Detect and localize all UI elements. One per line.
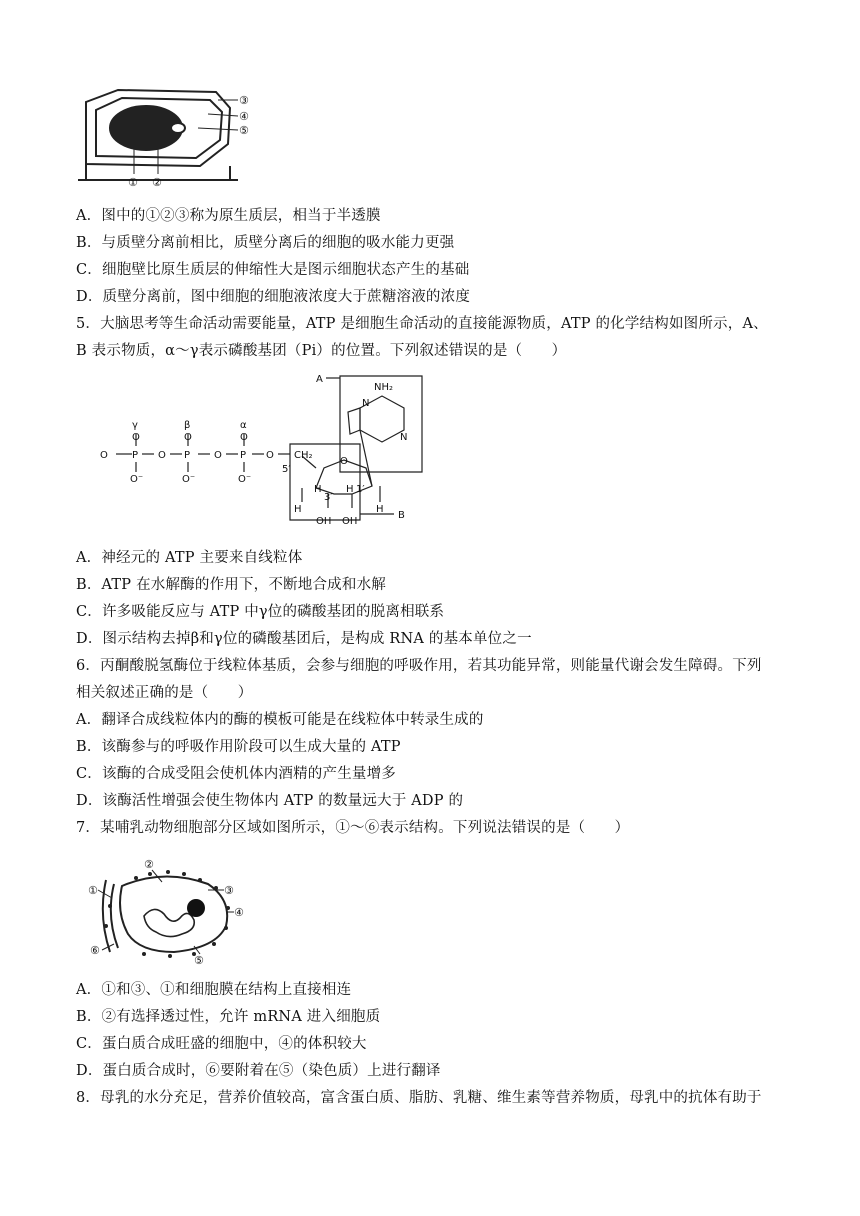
label-a: A — [316, 374, 323, 385]
label-b: B — [398, 510, 405, 521]
q8-stem-line1: 8．母乳的水分充足，营养价值较高，富含蛋白质、脂肪、乳糖、维生素等营养物质，母乳中的抗体有助于 — [76, 1090, 762, 1106]
label-2: ② — [152, 176, 162, 189]
o-bridge-3: O — [266, 450, 274, 461]
h-2: H — [346, 484, 354, 495]
o-top-alpha: O — [240, 432, 248, 443]
q6-stem-line2: 相关叙述正确的是（ ） — [76, 685, 253, 701]
q6-option-d: D．该酶活性增强会使生物体内 ATP 的数量远大于 ADP 的 — [76, 793, 464, 809]
q5-stem-line1: 5．大脑思考等生命活动需要能量，ATP 是细胞生命活动的直接能源物质，ATP 的化学结构如图所示，A、 — [76, 316, 768, 332]
q7-option-c: C．蛋白质合成旺盛的细胞中，④的体积较大 — [76, 1036, 367, 1052]
o-minus-alpha: O⁻ — [238, 474, 252, 485]
nucleus-figure — [84, 856, 264, 966]
h-1: H — [376, 504, 384, 515]
q6-stem-line1: 6．丙酮酸脱氢酶位于线粒体基质，会参与细胞的呼吸作用，若其功能异常，则能量代谢会发生障碍。下列 — [76, 658, 762, 674]
q7-option-a: A．①和③、①和细胞膜在结构上直接相连 — [76, 982, 352, 998]
o-bridge-1: O — [158, 450, 166, 461]
label-5: ⑤ — [194, 954, 204, 966]
label-5: ⑤ — [239, 124, 249, 137]
label-1: ① — [88, 884, 98, 897]
q7-stem: 7．某哺乳动物细胞部分区域如图所示，①～⑥表示结构。下列说法错误的是（ ） — [76, 820, 630, 836]
o-bridge-2: O — [214, 450, 222, 461]
label-3: ③ — [239, 94, 249, 107]
q4-option-b: B．与质壁分离前相比，质壁分离后的细胞的吸水能力更强 — [76, 235, 455, 251]
alpha-label: α — [240, 420, 247, 431]
q6-option-a: A．翻译合成线粒体内的酶的模板可能是在线粒体中转录生成的 — [76, 712, 484, 728]
c1-label: 1′ — [356, 484, 365, 495]
label-2: ② — [144, 858, 154, 871]
oh-2: OH — [342, 516, 358, 527]
q5-option-a: A．神经元的 ATP 主要来自线粒体 — [76, 550, 303, 566]
q5-stem-line2: B 表示物质，α～γ表示磷酸基团（Pi）的位置。下列叙述错误的是（ ） — [76, 343, 567, 359]
o-minus-gamma: O⁻ — [130, 474, 144, 485]
label-4: ④ — [234, 906, 244, 919]
c5-label: 5′ — [282, 464, 291, 475]
beta-label: β — [184, 420, 191, 431]
q5-option-d: D．图示结构去掉β和γ位的磷酸基团后，是构成 RNA 的基本单位之一 — [76, 631, 532, 647]
n-atom-2: N — [400, 432, 408, 443]
h-3: H — [314, 484, 322, 495]
ch2-label: CH₂ — [294, 450, 313, 461]
atp-structure-figure — [90, 368, 430, 536]
q7-option-b: B．②有选择透过性，允许 mRNA 进入细胞质 — [76, 1009, 381, 1025]
p-beta: P — [184, 450, 191, 461]
o-left: O — [100, 450, 108, 461]
p-alpha: P — [240, 450, 247, 461]
o-top-beta: O — [184, 432, 192, 443]
o-minus-beta: O⁻ — [182, 474, 196, 485]
label-3: ③ — [224, 884, 234, 897]
p-gamma: P — [132, 450, 139, 461]
q6-option-c: C．该酶的合成受阻会使机体内酒精的产生量增多 — [76, 766, 396, 782]
h-4: H — [294, 504, 302, 515]
q7-option-d: D．蛋白质合成时，⑥要附着在⑤（染色质）上进行翻译 — [76, 1063, 441, 1079]
label-4: ④ — [239, 110, 249, 123]
q4-option-a: A．图中的①②③称为原生质层，相当于半透膜 — [76, 208, 381, 224]
gamma-label: γ — [132, 420, 138, 431]
o-top-gamma: O — [132, 432, 140, 443]
q4-option-d: D．质壁分离前，图中细胞的细胞液浓度大于蔗糖溶液的浓度 — [76, 289, 471, 305]
q5-option-c: C．许多吸能反应与 ATP 中γ位的磷酸基团的脱离相联系 — [76, 604, 445, 620]
q5-option-b: B．ATP 在水解酶的作用下，不断地合成和水解 — [76, 577, 386, 593]
o-ring: O — [340, 456, 348, 467]
nh2-label: NH₂ — [374, 382, 394, 393]
oh-3: OH — [316, 516, 332, 527]
q4-option-c: C．细胞壁比原生质层的伸缩性大是图示细胞状态产生的基础 — [76, 262, 470, 278]
q6-option-b: B．该酶参与的呼吸作用阶段可以生成大量的 ATP — [76, 739, 401, 755]
plant-cell-figure — [78, 84, 268, 194]
c3-label: 3′ — [324, 492, 333, 503]
label-1: ① — [128, 176, 138, 189]
n-atom-1: N — [362, 398, 370, 409]
label-6: ⑥ — [90, 944, 100, 957]
